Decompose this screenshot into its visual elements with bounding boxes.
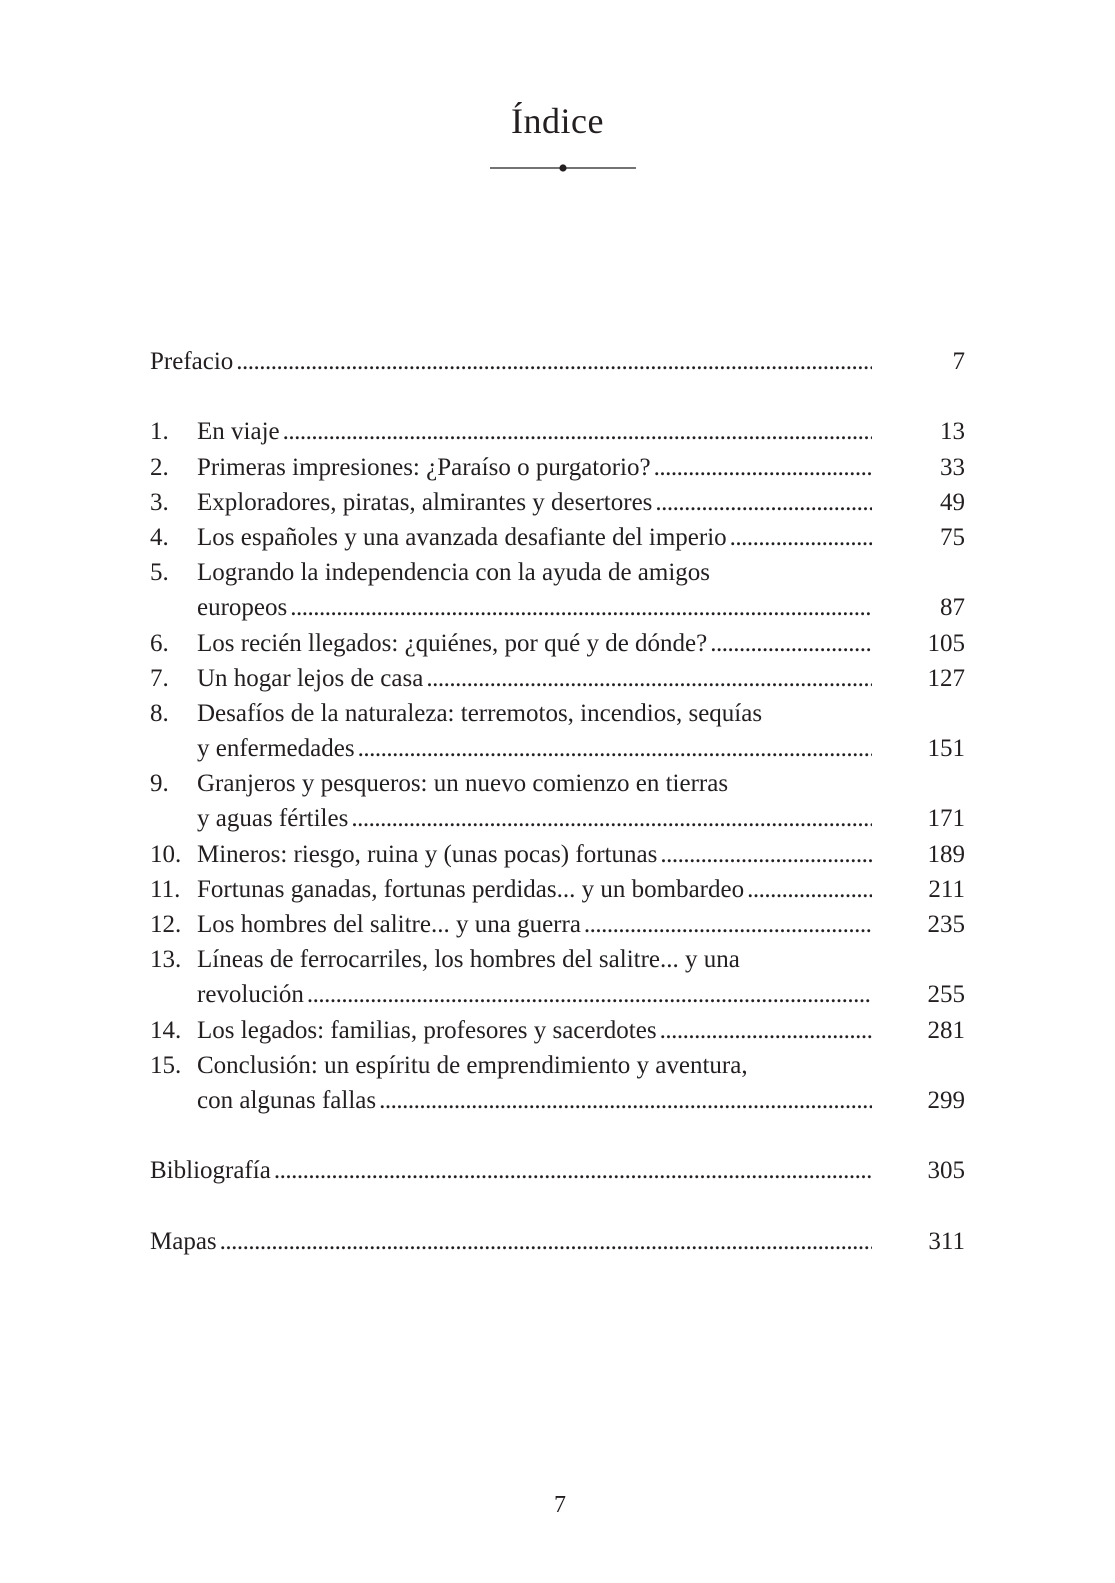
page-number: 33	[940, 453, 965, 481]
chapter-entry	[150, 626, 965, 661]
chapter-number	[150, 801, 197, 836]
chapter-text	[197, 590, 872, 625]
entry-text	[150, 344, 872, 379]
dot-leader	[730, 520, 872, 555]
chapter-title: Los hombres del salitre... y una guerra	[197, 911, 581, 938]
toc-spacer	[150, 1118, 965, 1153]
chapter-number: 9.	[150, 770, 169, 798]
chapter-title: y aguas fértiles	[197, 805, 349, 833]
dot-leader	[220, 1224, 872, 1259]
dot-leader	[307, 977, 872, 1012]
chapter-text	[197, 555, 872, 590]
chapter-title: Desafíos de la naturaleza: terremotos, incendios, sequías	[197, 699, 763, 727]
entry-title: Mapas	[150, 1227, 217, 1255]
chapter-entry	[150, 872, 965, 907]
page-number-footer: 7	[554, 1492, 566, 1518]
chapter-number	[150, 1083, 197, 1118]
entry-text	[150, 1153, 872, 1188]
page-number: 87	[940, 594, 965, 622]
table-of-contents	[150, 344, 965, 1259]
chapter-number: 5.	[150, 559, 169, 587]
chapter-title: Logrando la independencia con la ayuda de amigos	[197, 559, 711, 587]
page-number: 127	[927, 664, 965, 692]
page-number: 255	[927, 981, 965, 1009]
page-number: 235	[927, 911, 965, 938]
page-number: 281	[927, 1016, 965, 1044]
chapter-title: Los españoles y una avanzada desafiante del imperio	[197, 523, 727, 551]
page-number: 105	[927, 629, 965, 657]
chapter-title: revolución	[197, 981, 304, 1009]
dot-leader	[274, 1153, 872, 1188]
chapter-text	[197, 837, 872, 872]
chapter-number: 6.	[150, 629, 169, 657]
chapter-title: Mineros: riesgo, ruina y (unas pocas) fortunas	[197, 840, 658, 868]
page-number-empty	[872, 942, 965, 977]
page-number-empty	[872, 696, 965, 731]
entry-title: Bibliografía	[150, 1157, 271, 1185]
chapter-text	[197, 942, 872, 977]
chapter-text	[197, 485, 872, 520]
chapter-entry	[150, 661, 965, 696]
chapter-entry	[150, 450, 965, 485]
chapter-number: 1.	[150, 418, 169, 446]
chapter-entry	[150, 696, 965, 731]
chapter-title: Los recién llegados: ¿quiénes, por qué y de dónde?	[197, 629, 708, 657]
chapter-number: 3.	[150, 488, 169, 516]
chapter-entry-continuation	[150, 1083, 965, 1118]
chapter-number: 2.	[150, 453, 169, 481]
page-number-empty	[872, 1048, 965, 1083]
toc-spacer	[150, 1189, 965, 1224]
chapter-text	[197, 731, 872, 766]
chapter-text	[197, 1083, 872, 1118]
page-number: 49	[940, 488, 965, 516]
chapter-text	[197, 977, 872, 1012]
chapter-title: Fortunas ganadas, fortunas perdidas... y un bombardeo	[197, 875, 745, 903]
toc-spacer	[150, 379, 965, 414]
chapter-entry	[150, 520, 965, 555]
dot-leader	[660, 1013, 872, 1048]
title-ornament	[490, 160, 636, 176]
dot-leader	[426, 661, 872, 696]
chapter-number: 7.	[150, 664, 169, 692]
dot-leader	[747, 872, 872, 907]
dot-leader	[379, 1083, 872, 1118]
page-number: 299	[927, 1086, 965, 1114]
chapter-text	[197, 872, 872, 907]
dot-leader	[655, 485, 872, 520]
chapter-title: Conclusión: un espíritu de emprendimiento y aventura,	[197, 1051, 748, 1079]
chapter-number: 14.	[150, 1016, 182, 1044]
chapter-number: 12.	[150, 911, 182, 938]
chapter-text	[197, 766, 872, 801]
page-number: 311	[928, 1227, 965, 1255]
page-number: 211	[928, 875, 965, 903]
chapter-text	[197, 414, 872, 449]
page-number-empty	[872, 766, 965, 801]
page-number-empty	[872, 555, 965, 590]
chapter-entry	[150, 414, 965, 449]
chapter-text	[197, 696, 872, 731]
chapter-title: europeos	[197, 594, 288, 622]
dot-leader	[584, 907, 872, 942]
dot-leader	[283, 414, 872, 449]
chapter-entry-continuation	[150, 801, 965, 836]
chapter-number: 8.	[150, 699, 169, 727]
chapter-title: y enfermedades	[197, 735, 355, 763]
chapter-entry	[150, 942, 965, 977]
chapter-text	[197, 907, 872, 942]
chapter-number	[150, 977, 197, 1012]
chapter-number	[150, 590, 197, 625]
chapter-title: Granjeros y pesqueros: un nuevo comienzo en tierras	[197, 770, 729, 798]
chapter-text	[197, 801, 872, 836]
page-number: 305	[927, 1157, 965, 1185]
chapter-entry-continuation	[150, 977, 965, 1012]
dot-leader	[710, 626, 872, 661]
toc-entry	[150, 344, 965, 379]
dot-leader	[290, 590, 872, 625]
chapter-title: con algunas fallas	[197, 1086, 377, 1114]
toc-entry	[150, 1153, 965, 1188]
chapter-number: 13.	[150, 946, 182, 974]
chapter-entry	[150, 555, 965, 590]
chapter-title: Los legados: familias, profesores y sacerdotes	[197, 1016, 657, 1044]
page-number: 7	[952, 348, 965, 375]
chapter-entry	[150, 1048, 965, 1083]
chapter-number: 10.	[150, 840, 182, 868]
dot-leader	[358, 731, 872, 766]
chapter-entry	[150, 907, 965, 942]
page-number: 171	[927, 805, 965, 833]
chapter-text	[197, 1013, 872, 1048]
entry-title: Prefacio	[150, 348, 234, 375]
page-number: 151	[927, 735, 965, 763]
page-number: 75	[940, 523, 965, 551]
chapter-title: En viaje	[197, 418, 280, 446]
chapter-entry	[150, 1013, 965, 1048]
chapter-entry	[150, 766, 965, 801]
chapter-title: Un hogar lejos de casa	[197, 664, 424, 692]
chapter-number: 15.	[150, 1051, 182, 1079]
chapter-entry	[150, 485, 965, 520]
chapter-number: 4.	[150, 523, 169, 551]
dot-leader	[351, 801, 872, 836]
chapter-text	[197, 520, 872, 555]
page-number: 189	[927, 840, 965, 868]
entry-text	[150, 1224, 872, 1259]
chapter-title: Exploradores, piratas, almirantes y desertores	[197, 488, 653, 516]
toc-entry	[150, 1224, 965, 1259]
chapter-number	[150, 731, 197, 766]
chapter-title: Primeras impresiones: ¿Paraíso o purgatorio?	[197, 453, 651, 481]
chapter-text	[197, 661, 872, 696]
chapter-entry-continuation	[150, 590, 965, 625]
chapter-entry-continuation	[150, 731, 965, 766]
chapter-text	[197, 626, 872, 661]
page-number: 13	[940, 418, 965, 446]
dot-leader	[236, 344, 872, 379]
chapter-number: 11.	[150, 875, 181, 903]
chapter-entry	[150, 837, 965, 872]
dot-leader	[654, 450, 872, 485]
chapter-text	[197, 1048, 872, 1083]
chapter-title: Líneas de ferrocarriles, los hombres del salitre... y una	[197, 946, 740, 974]
chapter-text	[197, 450, 872, 485]
page-title: Índice	[511, 101, 604, 141]
dot-leader	[660, 837, 872, 872]
